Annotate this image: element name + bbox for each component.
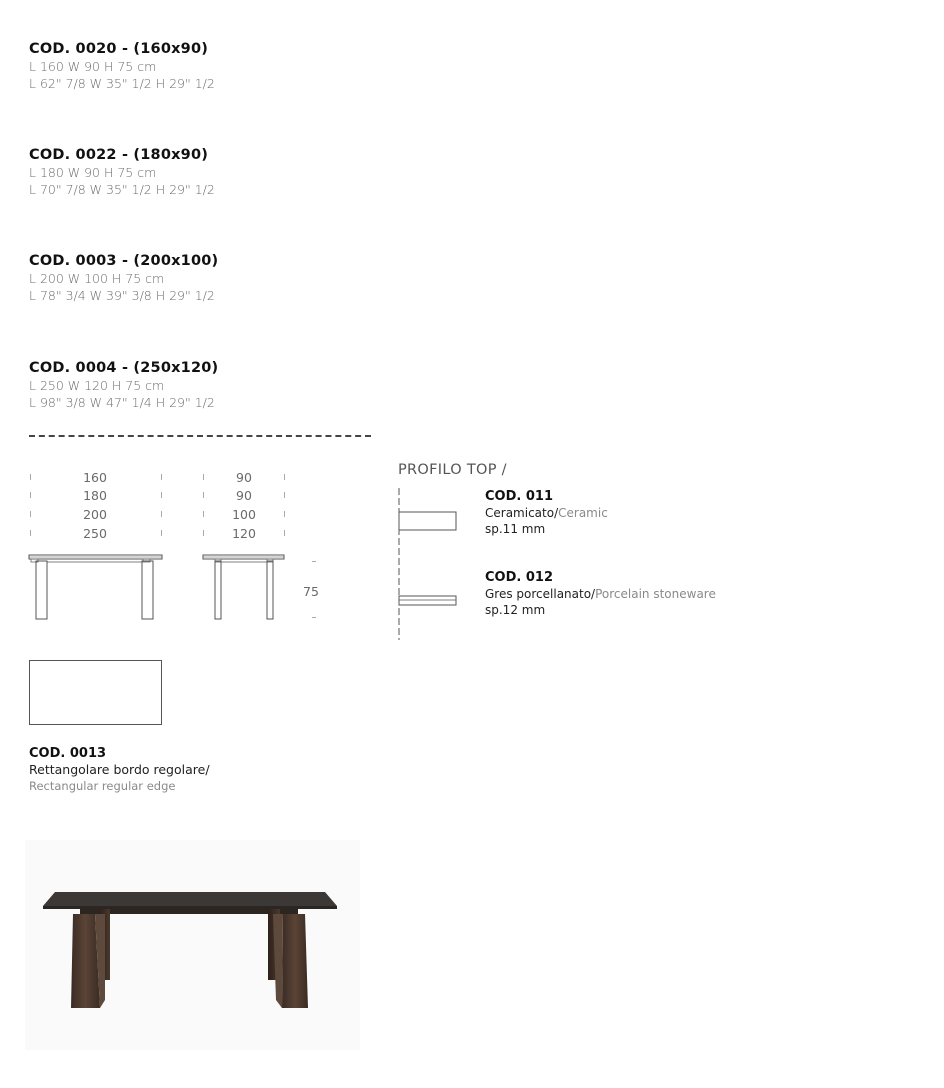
side-view-drawing <box>201 552 291 622</box>
dim-tick <box>203 511 204 517</box>
front-view-drawing <box>27 552 167 622</box>
section-divider <box>29 435 371 437</box>
product-code-0003 <box>29 252 218 304</box>
profile-thickness: sp.11 mm <box>485 522 546 536</box>
material-name-en: Ceramic <box>558 506 608 520</box>
product-code-title: COD. 0020 - (160x90) <box>29 41 209 57</box>
shape-code: COD. 0013 <box>29 746 107 761</box>
product-dims-cm: L 200 W 100 H 75 cm <box>29 271 165 286</box>
dim-tick <box>30 530 31 536</box>
product-dims-cm: L 180 W 90 H 75 cm <box>29 165 157 180</box>
dim-tick <box>284 492 285 498</box>
top-shape-label <box>29 745 210 794</box>
dim-tick <box>203 492 204 498</box>
profile-material <box>485 505 608 521</box>
shape-name-en: Rectangular regular edge <box>29 779 176 793</box>
profile-material <box>485 586 716 602</box>
shape-name-it: Rettangolare bordo regolare/ <box>29 762 210 777</box>
height-tick <box>312 617 316 618</box>
material-name-it: Ceramicato/ <box>485 506 559 520</box>
dim-tick <box>30 492 31 498</box>
height-tick <box>312 561 316 562</box>
material-name-it: Gres porcellanato/ <box>485 587 596 601</box>
length-value: 250 <box>83 526 107 541</box>
width-value: 90 <box>236 488 252 503</box>
height-value: 75 <box>303 584 319 599</box>
dim-tick <box>203 530 204 536</box>
dim-tick <box>30 511 31 517</box>
profile-item-012 <box>485 569 716 618</box>
dim-tick <box>161 492 162 498</box>
profile-edge-drawings <box>396 488 460 640</box>
dim-tick <box>284 530 285 536</box>
material-name-en: Porcelain stoneware <box>595 587 716 601</box>
top-shape-rectangle <box>29 660 162 725</box>
product-dims-cm: L 250 W 120 H 75 cm <box>29 378 165 393</box>
length-value: 180 <box>83 488 107 503</box>
length-value: 160 <box>83 470 107 485</box>
profile-heading: PROFILO TOP / <box>398 462 507 478</box>
profile-code: COD. 012 <box>485 570 553 585</box>
product-code-title: COD. 0022 - (180x90) <box>29 147 209 163</box>
profile-item-011 <box>485 488 608 537</box>
product-code-0022 <box>29 146 215 198</box>
stoneware-profile-shape <box>399 596 456 605</box>
product-code-0020 <box>29 40 215 92</box>
product-photo <box>25 840 360 1050</box>
width-value: 120 <box>232 526 256 541</box>
product-dims-inch: L 78" 3/4 W 39" 3/8 H 29" 1/2 <box>29 288 215 303</box>
product-dims-inch: L 70" 7/8 W 35" 1/2 H 29" 1/2 <box>29 182 215 197</box>
profile-thickness: sp.12 mm <box>485 603 546 617</box>
dim-tick <box>284 474 285 480</box>
dim-tick <box>161 474 162 480</box>
product-dims-inch: L 62" 7/8 W 35" 1/2 H 29" 1/2 <box>29 76 215 91</box>
width-value: 100 <box>232 507 256 522</box>
ceramic-profile-shape <box>399 512 456 530</box>
dim-tick <box>30 474 31 480</box>
product-dims-inch: L 98" 3/8 W 47" 1/4 H 29" 1/2 <box>29 395 215 410</box>
dim-tick <box>161 530 162 536</box>
width-value: 90 <box>236 470 252 485</box>
product-code-0004 <box>29 359 218 411</box>
product-code-title: COD. 0004 - (250x120) <box>29 360 219 376</box>
dim-tick <box>203 474 204 480</box>
dim-tick <box>284 511 285 517</box>
profile-code: COD. 011 <box>485 489 553 504</box>
product-dims-cm: L 160 W 90 H 75 cm <box>29 59 157 74</box>
product-code-title: COD. 0003 - (200x100) <box>29 253 219 269</box>
table-illustration <box>25 840 360 1050</box>
dim-tick <box>161 511 162 517</box>
length-value: 200 <box>83 507 107 522</box>
